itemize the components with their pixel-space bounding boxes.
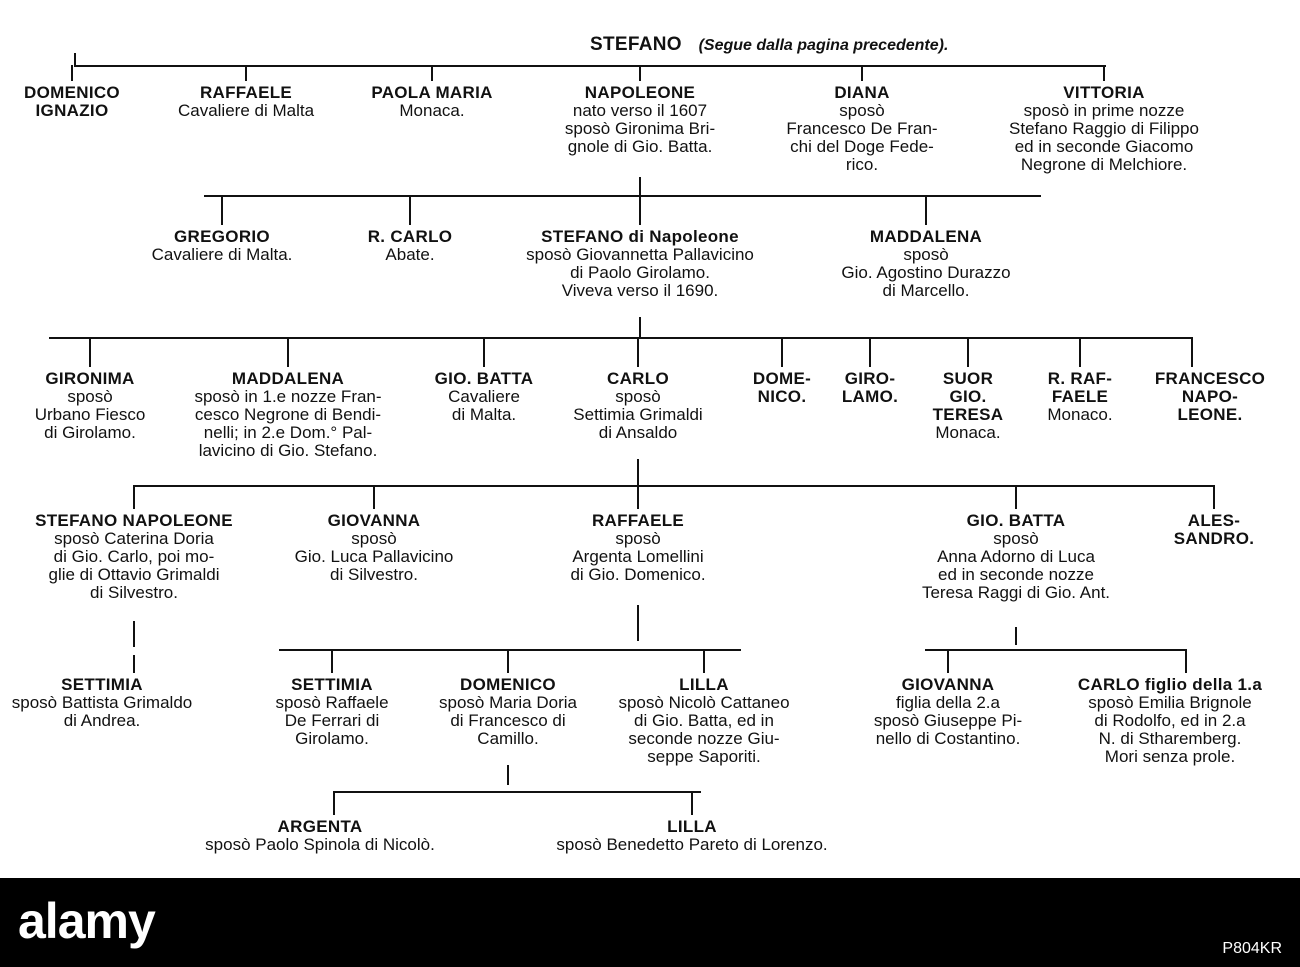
person-description: Negrone di Melchiore.	[1020, 155, 1188, 174]
person-description: sposò	[615, 387, 661, 406]
person-description: Mori senza prole.	[1104, 747, 1236, 766]
person-name: RAFFAELE	[591, 511, 685, 530]
person-name: LILLA	[679, 675, 729, 694]
person-name: NAPOLEONE	[584, 83, 696, 102]
person-description: sposò	[903, 245, 949, 264]
person-francesco-napo-leone	[1155, 370, 1265, 424]
person-description: di Malta.	[451, 405, 517, 424]
person-description: chi del Doge Fede-	[790, 137, 934, 156]
person-maddalena	[841, 228, 1010, 300]
person-carlo-figlio-della-1-a	[1078, 676, 1262, 766]
person-description: nello di Costantino.	[875, 729, 1021, 748]
person-diana	[786, 84, 937, 174]
person-description: di Silvestro.	[330, 565, 418, 584]
person-description: sposò	[615, 529, 661, 548]
person-description: Francesco De Fran-	[786, 119, 938, 138]
person-description: sposò Giuseppe Pi-	[873, 711, 1023, 730]
person-name: GIO.	[949, 387, 987, 406]
person-name: ALES-	[1187, 511, 1241, 530]
person-gio-batta	[922, 512, 1110, 602]
person-description: di Andrea.	[63, 711, 141, 730]
person-name: GIO. BATTA	[434, 369, 534, 388]
person-ales-sandro	[1174, 512, 1255, 548]
person-domenico	[439, 676, 577, 748]
person-description: Monaco.	[1047, 405, 1113, 424]
person-description: di Gio. Domenico.	[570, 565, 706, 584]
person-description: di Silvestro.	[90, 583, 178, 602]
person-description: ed in seconde nozze	[938, 565, 1094, 584]
person-description: Teresa Raggi di Gio. Ant.	[921, 583, 1111, 602]
person-description: gnole di Gio. Batta.	[567, 137, 713, 156]
header-name: STEFANO	[590, 34, 682, 55]
header-note: (Segue dalla pagina precedente).	[698, 37, 949, 54]
person-description: glie di Ottavio Grimaldi	[48, 565, 220, 584]
person-description: di Ansaldo	[598, 423, 678, 442]
person-description: Girolamo.	[295, 729, 369, 748]
person-description: sposò	[67, 387, 113, 406]
person-name: RAFFAELE	[199, 83, 293, 102]
stock-image-id: P804KR	[1222, 940, 1282, 957]
person-name: NICO.	[757, 387, 807, 406]
person-description: sposò Nicolò Cattaneo	[618, 693, 790, 712]
person-description: sposò	[839, 101, 885, 120]
person-description: di Girolamo.	[44, 423, 136, 442]
person-maddalena	[194, 370, 381, 460]
person-description: sposò in 1.e nozze Fran-	[194, 387, 382, 406]
person-description: sposò Caterina Doria	[54, 529, 214, 548]
person-napoleone	[565, 84, 715, 156]
person-name: VITTORIA	[1063, 83, 1145, 102]
person-stefano-napoleone	[35, 512, 233, 602]
person-description: sposò in prime nozze	[1023, 101, 1185, 120]
person-description: sposò Paolo Spinola di Nicolò.	[205, 835, 435, 854]
person-description: Monaca.	[935, 423, 1001, 442]
person-gio-batta	[435, 370, 534, 424]
person-name: MADDALENA	[231, 369, 345, 388]
person-name: MADDALENA	[869, 227, 983, 246]
person-dome-nico	[753, 370, 811, 406]
person-description: di Gio. Batta, ed in	[634, 711, 774, 730]
person-raffaele	[570, 512, 705, 584]
person-description: di Rodolfo, ed in 2.a	[1094, 711, 1246, 730]
person-name: NAPO-	[1181, 387, 1239, 406]
person-carlo	[573, 370, 702, 442]
person-description: di Gio. Carlo, poi mo-	[53, 547, 215, 566]
person-description: Gio. Agostino Durazzo	[841, 263, 1011, 282]
person-description: Camillo.	[477, 729, 539, 748]
person-name: GIOVANNA	[327, 511, 421, 530]
person-raffaele	[178, 84, 314, 120]
person-name: CARLO	[607, 369, 669, 388]
person-description: sposò Maria Doria	[439, 693, 577, 712]
person-description: Viveva verso il 1690.	[561, 281, 719, 300]
person-description: Cavaliere di Malta	[177, 101, 315, 120]
person-suor-gio-teresa	[933, 370, 1004, 442]
person-description: di Paolo Girolamo.	[570, 263, 710, 282]
person-description: N. di Stharemberg.	[1098, 729, 1242, 748]
person-description: Cavaliere di Malta.	[151, 245, 293, 264]
person-description: Stefano Raggio di Filippo	[1009, 119, 1199, 138]
person-stefano-di-napoleone	[526, 228, 754, 300]
person-name: R. CARLO	[367, 227, 453, 246]
person-name: SUOR	[942, 369, 994, 388]
person-description: sposò Emilia Brignole	[1088, 693, 1252, 712]
header-stefano	[590, 36, 948, 55]
person-description: di Francesco di	[450, 711, 566, 730]
person-name: LEONE.	[1177, 405, 1243, 424]
person-name: LAMO.	[841, 387, 899, 406]
person-settimia	[12, 676, 192, 730]
person-description: Anna Adorno di Luca	[937, 547, 1095, 566]
person-name: CARLO figlio della 1.a	[1077, 675, 1263, 694]
person-lilla	[556, 818, 827, 854]
person-paola-maria	[371, 84, 492, 120]
person-name: SETTIMIA	[291, 675, 373, 694]
person-name: DIANA	[834, 83, 890, 102]
person-description: lavicino di Gio. Stefano.	[198, 441, 378, 460]
person-r-raf-faele	[1047, 370, 1112, 424]
person-description: Abate.	[385, 245, 435, 264]
person-name: GIRO-	[844, 369, 896, 388]
person-name: GIRONIMA	[45, 369, 135, 388]
person-name: GIO. BATTA	[966, 511, 1066, 530]
person-description: Argenta Lomellini	[572, 547, 704, 566]
person-giro-lamo	[842, 370, 898, 406]
person-description: sposò Raffaele	[275, 693, 389, 712]
person-name: LILLA	[667, 817, 717, 836]
person-description: sposò	[993, 529, 1039, 548]
person-description: di Marcello.	[882, 281, 970, 300]
person-name: STEFANO NAPOLEONE	[35, 511, 233, 530]
person-name: FRANCESCO	[1154, 369, 1266, 388]
person-description: cesco Negrone di Bendi-	[194, 405, 382, 424]
person-name: TERESA	[932, 405, 1004, 424]
person-name: GREGORIO	[174, 227, 270, 246]
person-name: DOME-	[752, 369, 812, 388]
person-description: Monaca.	[399, 101, 465, 120]
person-gregorio	[152, 228, 293, 264]
person-name: IGNAZIO	[35, 101, 109, 120]
person-giovanna	[295, 512, 454, 584]
person-description: sposò Giovannetta Pallavicino	[526, 245, 754, 264]
person-description: Urbano Fiesco	[34, 405, 146, 424]
person-description: ed in seconde Giacomo	[1014, 137, 1194, 156]
person-lilla	[618, 676, 789, 766]
person-description: nato verso il 1607	[572, 101, 708, 120]
person-r-carlo	[368, 228, 453, 264]
person-name: PAOLA MARIA	[371, 83, 493, 102]
person-name: GIOVANNA	[901, 675, 995, 694]
person-description: Gio. Luca Pallavicino	[294, 547, 454, 566]
person-name: R. RAF-	[1047, 369, 1113, 388]
person-description: Settimia Grimaldi	[573, 405, 703, 424]
person-name: SETTIMIA	[61, 675, 143, 694]
person-description: sposò Benedetto Pareto di Lorenzo.	[556, 835, 828, 854]
person-name: ARGENTA	[277, 817, 363, 836]
person-description: figlia della 2.a	[896, 693, 1000, 712]
person-description: sposò	[351, 529, 397, 548]
person-gironima	[35, 370, 146, 442]
person-description: sposò Gironima Bri-	[564, 119, 716, 138]
person-name: DOMENICO	[460, 675, 556, 694]
person-description: seconde nozze Giu-	[628, 729, 780, 748]
stock-footer-bar	[0, 878, 1300, 967]
person-description: seppe Saporiti.	[647, 747, 761, 766]
person-vittoria	[1009, 84, 1199, 174]
person-domenico-ignazio	[24, 84, 120, 120]
person-name: DOMENICO	[24, 83, 120, 102]
person-description: sposò Battista Grimaldo	[11, 693, 193, 712]
person-description: De Ferrari di	[284, 711, 380, 730]
person-argenta	[205, 818, 435, 854]
person-giovanna	[874, 676, 1022, 748]
person-name: STEFANO di Napoleone	[541, 227, 739, 246]
person-name: FAELE	[1051, 387, 1109, 406]
alamy-watermark: alamy	[18, 893, 155, 949]
person-description: Cavaliere	[448, 387, 520, 406]
person-description: nelli; in 2.e Dom.° Pal-	[203, 423, 373, 442]
person-settimia	[275, 676, 388, 748]
person-description: rico.	[845, 155, 879, 174]
person-name: SANDRO.	[1173, 529, 1255, 548]
